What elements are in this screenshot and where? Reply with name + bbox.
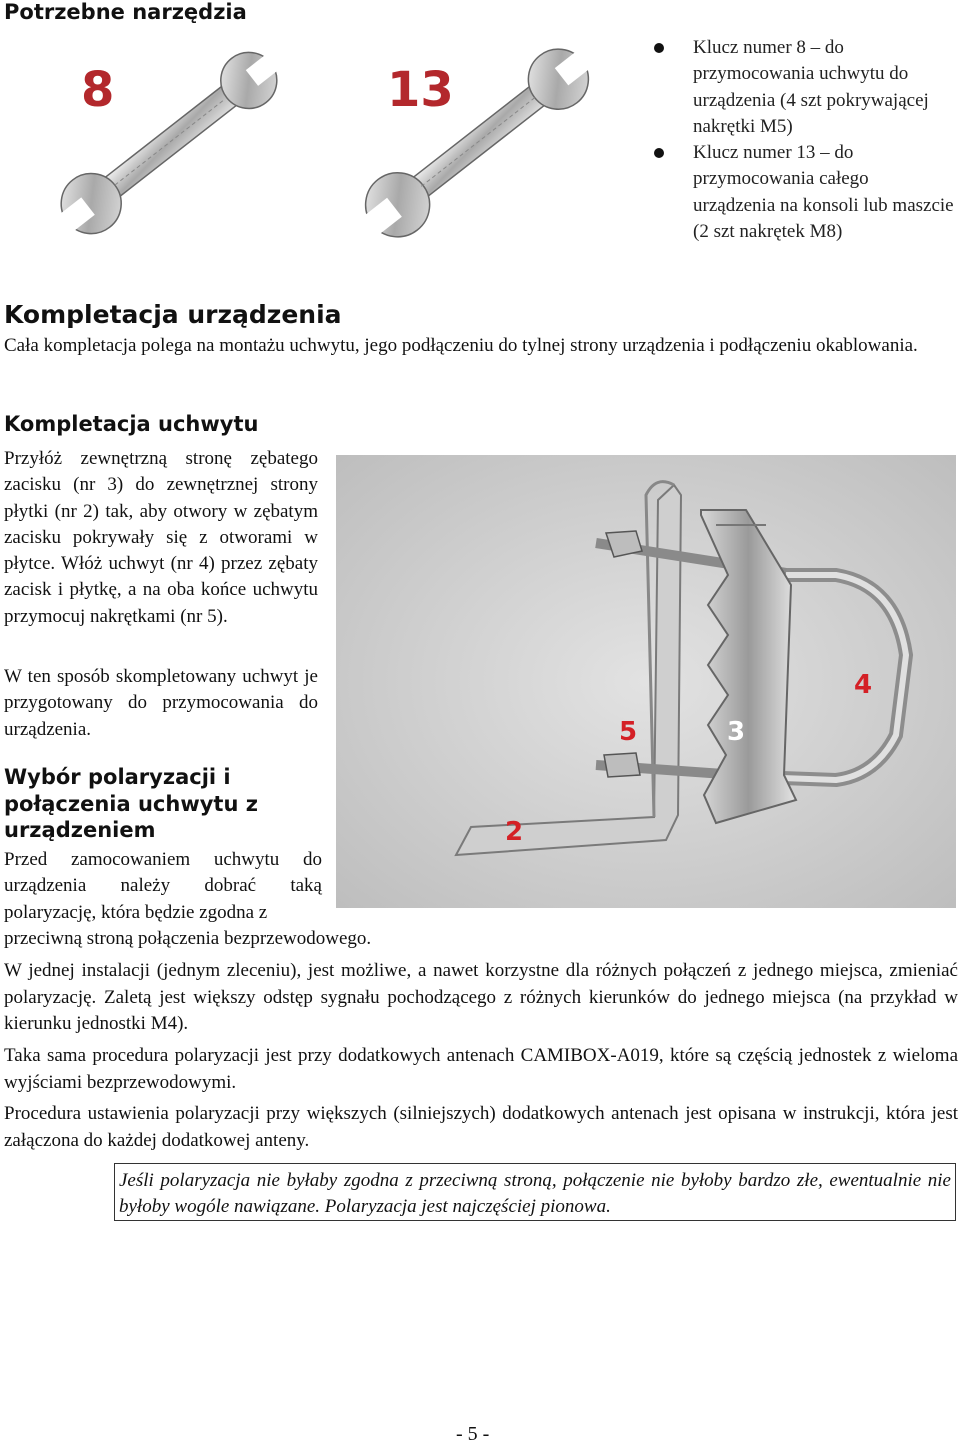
photo-label-5: 5 [619, 717, 638, 747]
polarization-intro: Przed zamocowaniem uchwytu do urządzenia należy dobrać taką polaryzację, która będzie zgodna z [4, 849, 322, 923]
bullet-icon [654, 43, 664, 53]
section-heading-polarization: Wybór polaryzacji i połączenia uchwytu z urządzeniem [4, 765, 258, 842]
bracket-paragraph-2: W ten sposób skompletowany uchwyt je przygotowany do przymocowania do urządzenia. [4, 666, 318, 740]
photo-label-4: 4 [854, 670, 873, 700]
bracket-photo [336, 455, 956, 908]
wrench-size-label-13: 13 [387, 62, 454, 118]
list-item: Klucz numer 8 – do przymocowania uchwytu do urządzenia (4 szt pokrywającej nakrętki M5) [654, 35, 954, 140]
polarization-paragraph-b: Taka sama procedura polaryzacji jest przy dodatkowych antenach CAMIBOX-A019, które są częścią jednostek z wieloma wyjściami bezprzewodowymi. [4, 1045, 958, 1093]
note-box: Jeśli polaryzacja nie byłaby zgodna z przeciwną stroną, połączenie nie byłoby bardzo złe, ewentualnie nie byłoby wogóle nawiązane. Polaryzacja jest najczęściej pionowa. [114, 1163, 956, 1221]
photo-label-3: 3 [727, 717, 746, 747]
photo-label-2: 2 [505, 817, 524, 847]
polarization-intro-last-line: przeciwną stroną połączenia bezprzewodowego. [4, 928, 372, 949]
wrench-8-icon [40, 32, 300, 252]
page-number: - 5 - [456, 1423, 490, 1445]
bullet-icon [654, 148, 664, 158]
tools-list [654, 35, 954, 245]
polarization-paragraph-c: Procedura ustawienia polaryzacji przy większych (silniejszych) dodatkowych antenach jest opisana w instrukcji, która jest załączona do każdej dodatkowej anteny. [4, 1103, 958, 1151]
polarization-paragraph-a: W jednej instalacji (jednym zleceniu), jest możliwe, a nawet korzystne dla różnych połączeń z jednego miejsca, zmieniać polaryzację. Zaletą jest większy odstęp sygnału pochodzącego z różnych kierunków do jednego miejsca (na przykład w kierunku jednostki M4). [4, 960, 958, 1034]
section-heading-bracket: Kompletacja uchwytu [4, 412, 259, 436]
bracket-paragraph-1: Przyłóż zewnętrzną stronę zębatego zacisku (nr 3) do zewnętrznej strony płytki (nr 2) tak, aby otwory w zębatym zacisku pokrywały się z otworami w płytce. Włóż uchwyt (nr 4) przez zębaty zacisk i płytkę, a na oba końce uchwytu przymocuj nakrętkami (nr 5). [4, 448, 318, 627]
wrench-size-label-8: 8 [81, 62, 115, 118]
assembly-paragraph: Cała kompletacja polega na montażu uchwytu, jego podłączeniu do tylnej strony urządzenia i podłączeniu okablowania. [4, 335, 918, 356]
list-item: Klucz numer 13 – do przymocowania całego urządzenia na konsoli lub maszcie (2 szt nakrętek M8) [654, 140, 954, 245]
section-heading-tools: Potrzebne narzędzia [4, 0, 247, 24]
section-heading-assembly: Kompletacja urządzenia [4, 300, 342, 329]
